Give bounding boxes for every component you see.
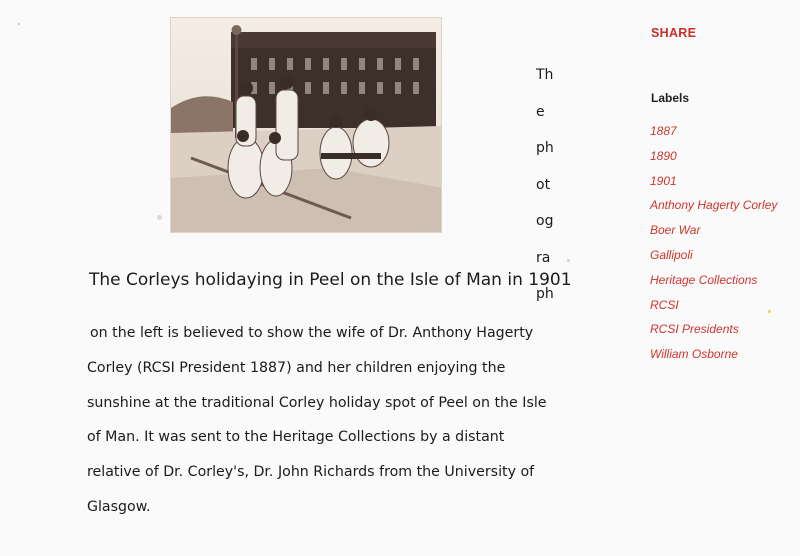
vintage-photo-icon bbox=[171, 18, 442, 233]
vertical-word-part: ph bbox=[536, 140, 554, 156]
vertical-word-part: ra bbox=[536, 249, 551, 266]
label-link[interactable]: Gallipoli bbox=[650, 247, 693, 262]
scan-speck bbox=[567, 259, 570, 262]
body-line: Glasgow. bbox=[87, 498, 151, 515]
scan-speck bbox=[157, 215, 162, 220]
scan-speck bbox=[768, 310, 771, 313]
body-line: relative of Dr. Corley's, Dr. John Richards from the University of bbox=[87, 464, 535, 481]
labels-heading: Labels bbox=[651, 91, 690, 105]
body-line: Corley (RCSI President 1887) and her children enjoying the bbox=[87, 359, 506, 376]
label-link[interactable]: RCSI bbox=[650, 297, 679, 312]
label-link[interactable]: Anthony Hagerty Corley bbox=[650, 198, 778, 213]
vertical-word-part: ph bbox=[536, 286, 554, 302]
label-link[interactable]: 1887 bbox=[650, 124, 677, 138]
label-link[interactable]: Boer War bbox=[650, 223, 701, 238]
labels-list bbox=[650, 123, 777, 371]
photo-caption: The Corleys holidaying in Peel on the Isle of Man in 1901 bbox=[89, 270, 572, 290]
label-link[interactable]: 1901 bbox=[650, 173, 677, 188]
body-line: of Man. It was sent to the Heritage Collections by a distant bbox=[87, 429, 505, 446]
share-button[interactable]: SHARE bbox=[651, 26, 697, 40]
label-link[interactable]: Heritage Collections bbox=[650, 272, 758, 287]
vertical-word-part: Th bbox=[536, 67, 554, 83]
body-line: on the left is believed to show the wife of Dr. Anthony Hagerty bbox=[90, 325, 534, 341]
vertical-word-part: ot bbox=[536, 176, 551, 193]
historic-photo bbox=[170, 17, 442, 233]
scan-speck bbox=[18, 23, 20, 25]
label-link[interactable]: William Osborne bbox=[650, 347, 738, 362]
vertical-word-part: og bbox=[536, 213, 554, 229]
label-link[interactable]: 1890 bbox=[650, 148, 677, 163]
label-link[interactable]: RCSI Presidents bbox=[650, 322, 739, 337]
vertical-word-part: e bbox=[536, 103, 545, 120]
body-line: sunshine at the traditional Corley holiday spot of Peel on the Isle bbox=[87, 394, 547, 411]
post-body bbox=[87, 316, 557, 525]
